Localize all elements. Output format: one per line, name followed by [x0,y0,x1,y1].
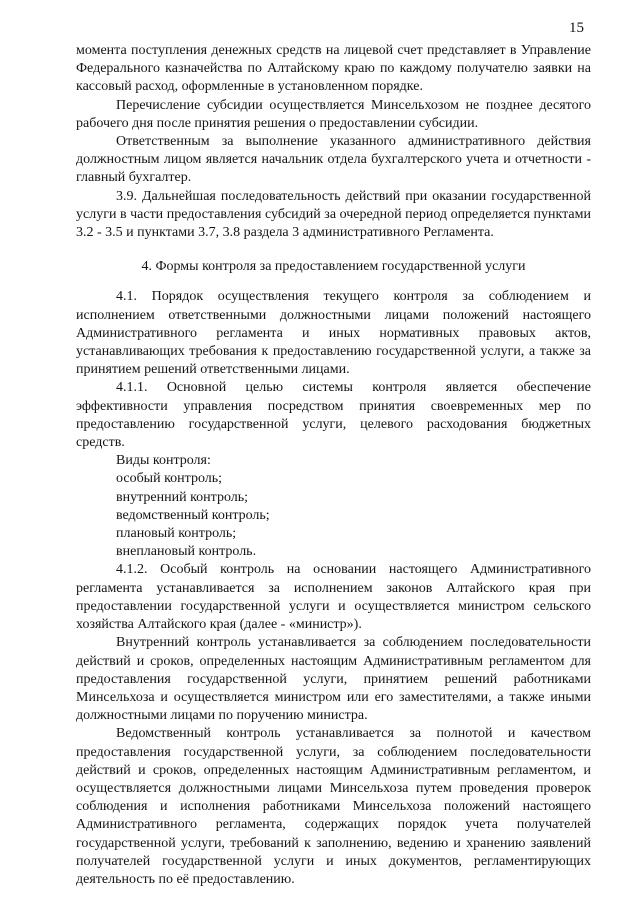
paragraph: Перечисление субсидии осуществляется Минсельхозом не позднее десятого рабочего дня после принятия решения о предоставлении субсидии. [76,97,591,131]
list-item: особый контроль; [116,471,223,487]
paragraph: Внутренний контроль устанавливается за соблюдением последовательности действий и сроков, определенных настоящим Административным регламентом для предоставления государственной услуги, принятием решений работниками Минсельхоза и осуществляется министром или его заместителями, а также иными должностными лицами по поручению министра. [76,635,591,724]
page-number: 15 [569,20,584,36]
paragraph: 4.1. Порядок осуществления текущего контроля за соблюдением и исполнением ответственными должностными лицами положений настоящего Административного регламента и иных нормативных правовых актов, устанавливающих требования к предоставлению государственной услуги, а также за принятием решений ответственными лицами. [76,289,591,378]
list-item: внутренний контроль; [116,489,249,505]
paragraph: Ведомственный контроль устанавливается за полнотой и качеством предоставления государственной услуги, за соблюдением последовательности действий и сроков, определенных настоящим Административным регламентом, и осуществляется должностными лицами Минсельхоза путем проведения проверок соблюдения и исполнения работниками Минсельхоза положений настоящего Административного регламента, содержащих порядок учета получателей государственной услуги, требований к заполнению, ведению и хранению заявлений получателей государственной услуги и иных документов, регламентирующих деятельность по её предоставлению. [76,726,591,887]
paragraph: 4.1.1. Основной целью системы контроля является обеспечение эффективности управления посредством принятия своевременных мер по предоставлению государственной услуги, целевого расходования бюджетных средств. [76,380,591,451]
control-types-list [76,452,591,561]
list-item: Виды контроля: [116,453,211,469]
section-heading: 4. Формы контроля за предоставлением государственной услуги [141,259,526,275]
paragraph: 3.9. Дальнейшая последовательность действий при оказании государственной услуги в части предоставления субсидий за очередной период определяется пунктами 3.2 - 3.5 и пунктами 3.7, 3.8 раздела 3 административного Регламента. [76,188,591,241]
paragraph: 4.1.2. Особый контроль на основании настоящего Административного регламента устанавливается за исполнением законов Алтайского края при предоставлении государственной услуги и осуществляется министром сельского хозяйства Алтайского края (далее - «министр»). [76,562,591,633]
list-item: плановый контроль; [116,526,237,542]
list-item: ведомственный контроль; [116,507,270,523]
paragraph: момента поступления денежных средств на лицевой счет представляет в Управление Федерального казначейства по Алтайскому краю по каждому получателю заявки на кассовый расход, оформленные в установленном порядке. [76,43,591,95]
paragraph: Ответственным за выполнение указанного административного действия должностным лицом является начальник отдела бухгалтерского учета и отчетности - главный бухгалтер. [76,134,591,186]
list-item: внеплановый контроль. [116,544,257,560]
document-body [76,42,591,889]
